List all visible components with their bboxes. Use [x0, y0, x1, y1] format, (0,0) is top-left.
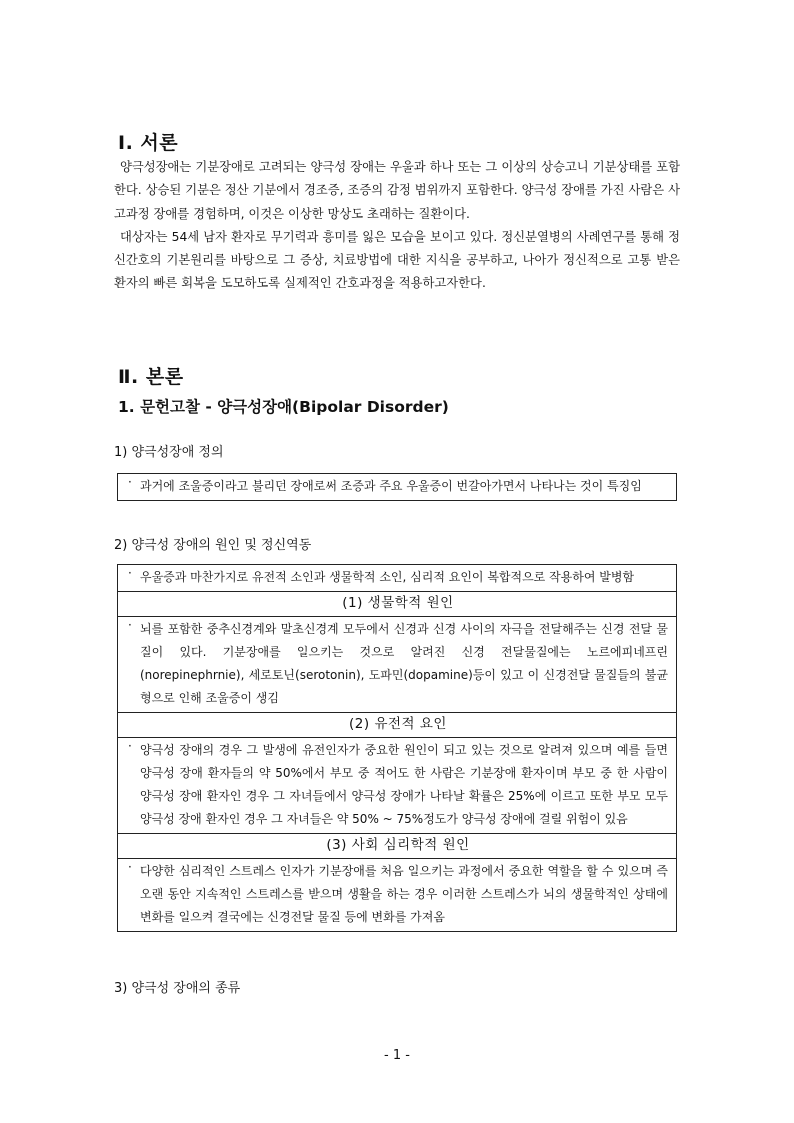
definition-box — [117, 473, 677, 501]
intro-body — [114, 156, 680, 296]
cause-3-heading: (3) 사회 심리학적 원인 — [118, 834, 677, 859]
causes-intro-text: 우울증과 마찬가지로 유전적 소인과 생물학적 소인, 심리적 요인이 복합적으로 작용하여 발병함 — [140, 570, 635, 584]
intro-heading: Ⅰ. 서론 — [118, 132, 179, 154]
cause-3-bullet — [128, 860, 668, 929]
section-1-title: 1. 문헌고찰 - 양극성장애(Bipolar Disorder) — [118, 398, 449, 416]
cause-2-bullet — [128, 739, 668, 831]
cause-1-bullet — [128, 618, 668, 710]
cause-1-heading: (1) 생물학적 원인 — [118, 592, 677, 617]
definition-bullet — [128, 475, 668, 498]
bullet-icon: · — [128, 475, 132, 489]
cause-3-text: 다양한 심리적인 스트레스 인자가 기분장애를 처음 일으키는 과정에서 중요한 역할을 할 수 있으며 즉 오랜 동안 지속적인 스트레스를 받으며 생활을 하는 경우 이러한 스트레스가 뇌의 생물학적인 상태에 변화를 일으켜 결국에는 신경전달 물질 등에 변화를 가져옴 — [140, 864, 668, 924]
subsection-1-title: 1) 양극성장애 정의 — [114, 445, 224, 460]
page-number: - 1 - — [384, 1048, 410, 1063]
definition-text: 과거에 조울증이라고 불리던 장애로써 조증과 주요 우울증이 번갈아가면서 나타나는 것이 특징임 — [140, 479, 642, 493]
bullet-icon: · — [128, 739, 132, 753]
cause-1-text: 뇌를 포함한 중추신경계와 말초신경계 모두에서 신경과 신경 사이의 자극을 전달해주는 신경 전달 물질이 있다. 기분장애를 일으키는 것으로 알려진 신경 전달물질에는 노르에피네프린(norepinephrnie), 세로토닌(serotonin), 도파민(dopamine)등이 있고 이 신경전달 물질들의 불균형으로 인해 조울증이 생김 — [140, 622, 668, 705]
causes-table — [117, 564, 677, 932]
causes-intro-bullet — [128, 566, 668, 589]
bullet-icon: · — [128, 618, 132, 632]
bullet-icon: · — [128, 566, 132, 580]
intro-paragraph-1: 양극성장애는 기분장애로 고려되는 양극성 장애는 우울과 하나 또는 그 이상의 상승고니 기분상태를 포함한다. 상승된 기분은 정산 기분에서 경조증, 조증의 감정 범위까지 포함한다. 양극성 장애를 가진 사람은 사고과정 장애를 경험하며, 이것은 이상한 망상도 초래하는 질환이다. — [114, 160, 680, 221]
subsection-2-title: 2) 양극성 장애의 원인 및 정신역동 — [114, 538, 312, 553]
bullet-icon: · — [128, 860, 132, 874]
body-heading: Ⅱ. 본론 — [118, 366, 184, 388]
subsection-3-title: 3) 양극성 장애의 종류 — [114, 981, 241, 996]
cause-2-heading: (2) 유전적 요인 — [118, 713, 677, 738]
cause-2-text: 양극성 장애의 경우 그 발생에 유전인자가 중요한 원인이 되고 있는 것으로 알려져 있으며 예를 들면 양극성 장애 환자들의 약 50%에서 부모 중 적어도 한 사람은 기분장애 환자이며 부모 중 한 사람이 양극성 장애 환자인 경우 그 자녀들에서 양극성 장애가 나타날 확률은 25%에 이르고 또한 부모 모두 양극성 장애 환자인 경우 그 자녀들은 약 50% ~ 75%정도가 양극성 장애에 걸릴 위험이 있음 — [140, 743, 668, 826]
intro-paragraph-2: 대상자는 54세 남자 환자로 무기력과 흥미를 잃은 모습을 보이고 있다. 정신분열병의 사례연구를 통해 정신간호의 기본원리를 바탕으로 그 증상, 치료방법에 대한 지식을 공부하고, 나아가 정신적으로 고통 받은 환자의 빠른 회복을 도모하도록 실제적인 간호과정을 적용하고자한다. — [114, 229, 680, 291]
